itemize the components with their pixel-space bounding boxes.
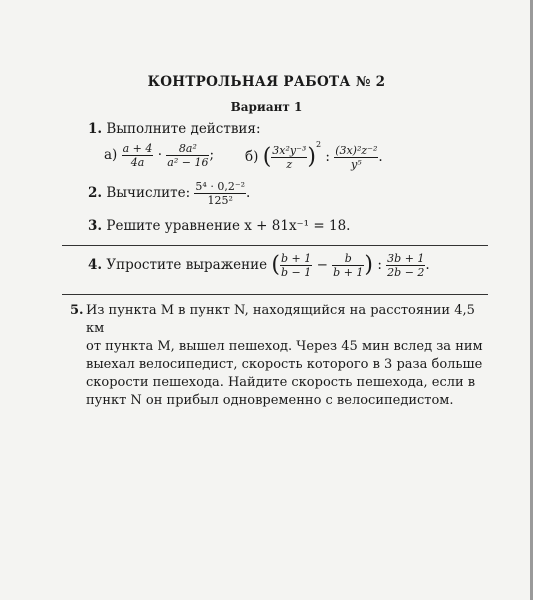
close-paren: ) bbox=[364, 252, 374, 278]
task-1b-fraction-2 bbox=[334, 144, 378, 171]
task-5-number: 5. bbox=[70, 303, 84, 318]
fraction-numerator: 3b + 1 bbox=[387, 252, 425, 265]
fraction-numerator: b + 1 bbox=[281, 252, 312, 265]
task-2 bbox=[88, 180, 250, 207]
fraction-numerator: 3x²y⁻³ bbox=[272, 143, 307, 157]
fraction-denominator: z bbox=[286, 158, 293, 171]
divide-sign: : bbox=[377, 257, 382, 274]
fraction-denominator: 2b − 2 bbox=[387, 266, 425, 280]
fraction-numerator: 5⁴ · 0,2⁻² bbox=[195, 180, 246, 193]
task-3-text: Решите уравнение x + 81x⁻¹ = 18. bbox=[106, 218, 351, 234]
fraction-denominator: 125² bbox=[207, 194, 233, 208]
divide-sign: : bbox=[325, 149, 330, 165]
fraction-denominator: a² − 16 bbox=[167, 156, 209, 170]
task-1b-expression bbox=[245, 140, 383, 171]
task-1a-expression bbox=[104, 142, 214, 169]
fraction-numerator: b bbox=[332, 252, 364, 266]
variant-heading: Вариант 1 bbox=[230, 100, 303, 114]
fraction-numerator: (3x)²z⁻² bbox=[335, 143, 378, 157]
open-paren: ( bbox=[271, 252, 281, 278]
fraction-numerator: a + 4 bbox=[122, 142, 153, 155]
task-4 bbox=[88, 252, 430, 279]
fraction-denominator: y⁵ bbox=[350, 158, 362, 171]
task-1a-fraction-1 bbox=[122, 142, 154, 169]
task-5-line: пункт N он прибыл одновременно с велосипедистом. bbox=[86, 393, 454, 408]
task-2-fraction bbox=[194, 180, 246, 207]
fraction-numerator: 8a² bbox=[166, 142, 209, 156]
fraction-denominator: b − 1 bbox=[281, 266, 312, 280]
task-4-text: Упростите выражение bbox=[106, 257, 268, 274]
task-4-fraction-2 bbox=[332, 252, 364, 279]
task-5-line: выехал велосипедист, скорость которого в 3 раза больше bbox=[86, 357, 483, 372]
task-3 bbox=[88, 218, 350, 234]
fraction-denominator: b + 1 bbox=[333, 266, 364, 280]
task-1-text: Выполните действия: bbox=[106, 121, 261, 137]
fraction-denominator: 4a bbox=[130, 156, 145, 170]
period: . bbox=[246, 185, 251, 202]
semicolon: ; bbox=[209, 147, 215, 164]
task-5-line: от пункта M, вышел пешеход. Через 45 мин вслед за ним bbox=[86, 339, 483, 354]
task-1-number: 1. bbox=[88, 121, 103, 137]
separator-line-1 bbox=[62, 245, 488, 246]
minus-sign: − bbox=[316, 257, 328, 274]
close-paren: ) bbox=[307, 144, 316, 170]
task-3-number: 3. bbox=[88, 218, 103, 234]
task-5 bbox=[70, 302, 491, 410]
power-exponent: 2 bbox=[315, 140, 322, 149]
separator-line-2 bbox=[62, 294, 488, 295]
task-4-fraction-1 bbox=[280, 252, 312, 279]
multiply-sign: · bbox=[157, 147, 162, 164]
task-1b-fraction-1 bbox=[271, 144, 307, 171]
task-1a-label: а) bbox=[104, 147, 118, 164]
task-2-text: Вычислите: bbox=[106, 185, 191, 202]
task-1-heading bbox=[88, 121, 261, 137]
period: . bbox=[378, 149, 383, 165]
task-2-number: 2. bbox=[88, 185, 103, 202]
task-4-number: 4. bbox=[88, 257, 103, 274]
task-5-line: скорости пешехода. Найдите скорость пешехода, если в bbox=[86, 375, 476, 390]
page-title: КОНТРОЛЬНАЯ РАБОТА № 2 bbox=[147, 74, 386, 90]
open-paren: ( bbox=[262, 144, 272, 170]
task-5-line: Из пункта M в пункт N, находящийся на расстоянии 4,5 км bbox=[86, 303, 475, 336]
task-1b-label: б) bbox=[245, 149, 259, 165]
task-1a-fraction-2 bbox=[166, 142, 209, 169]
period: . bbox=[425, 257, 430, 274]
task-4-fraction-3 bbox=[386, 252, 425, 279]
